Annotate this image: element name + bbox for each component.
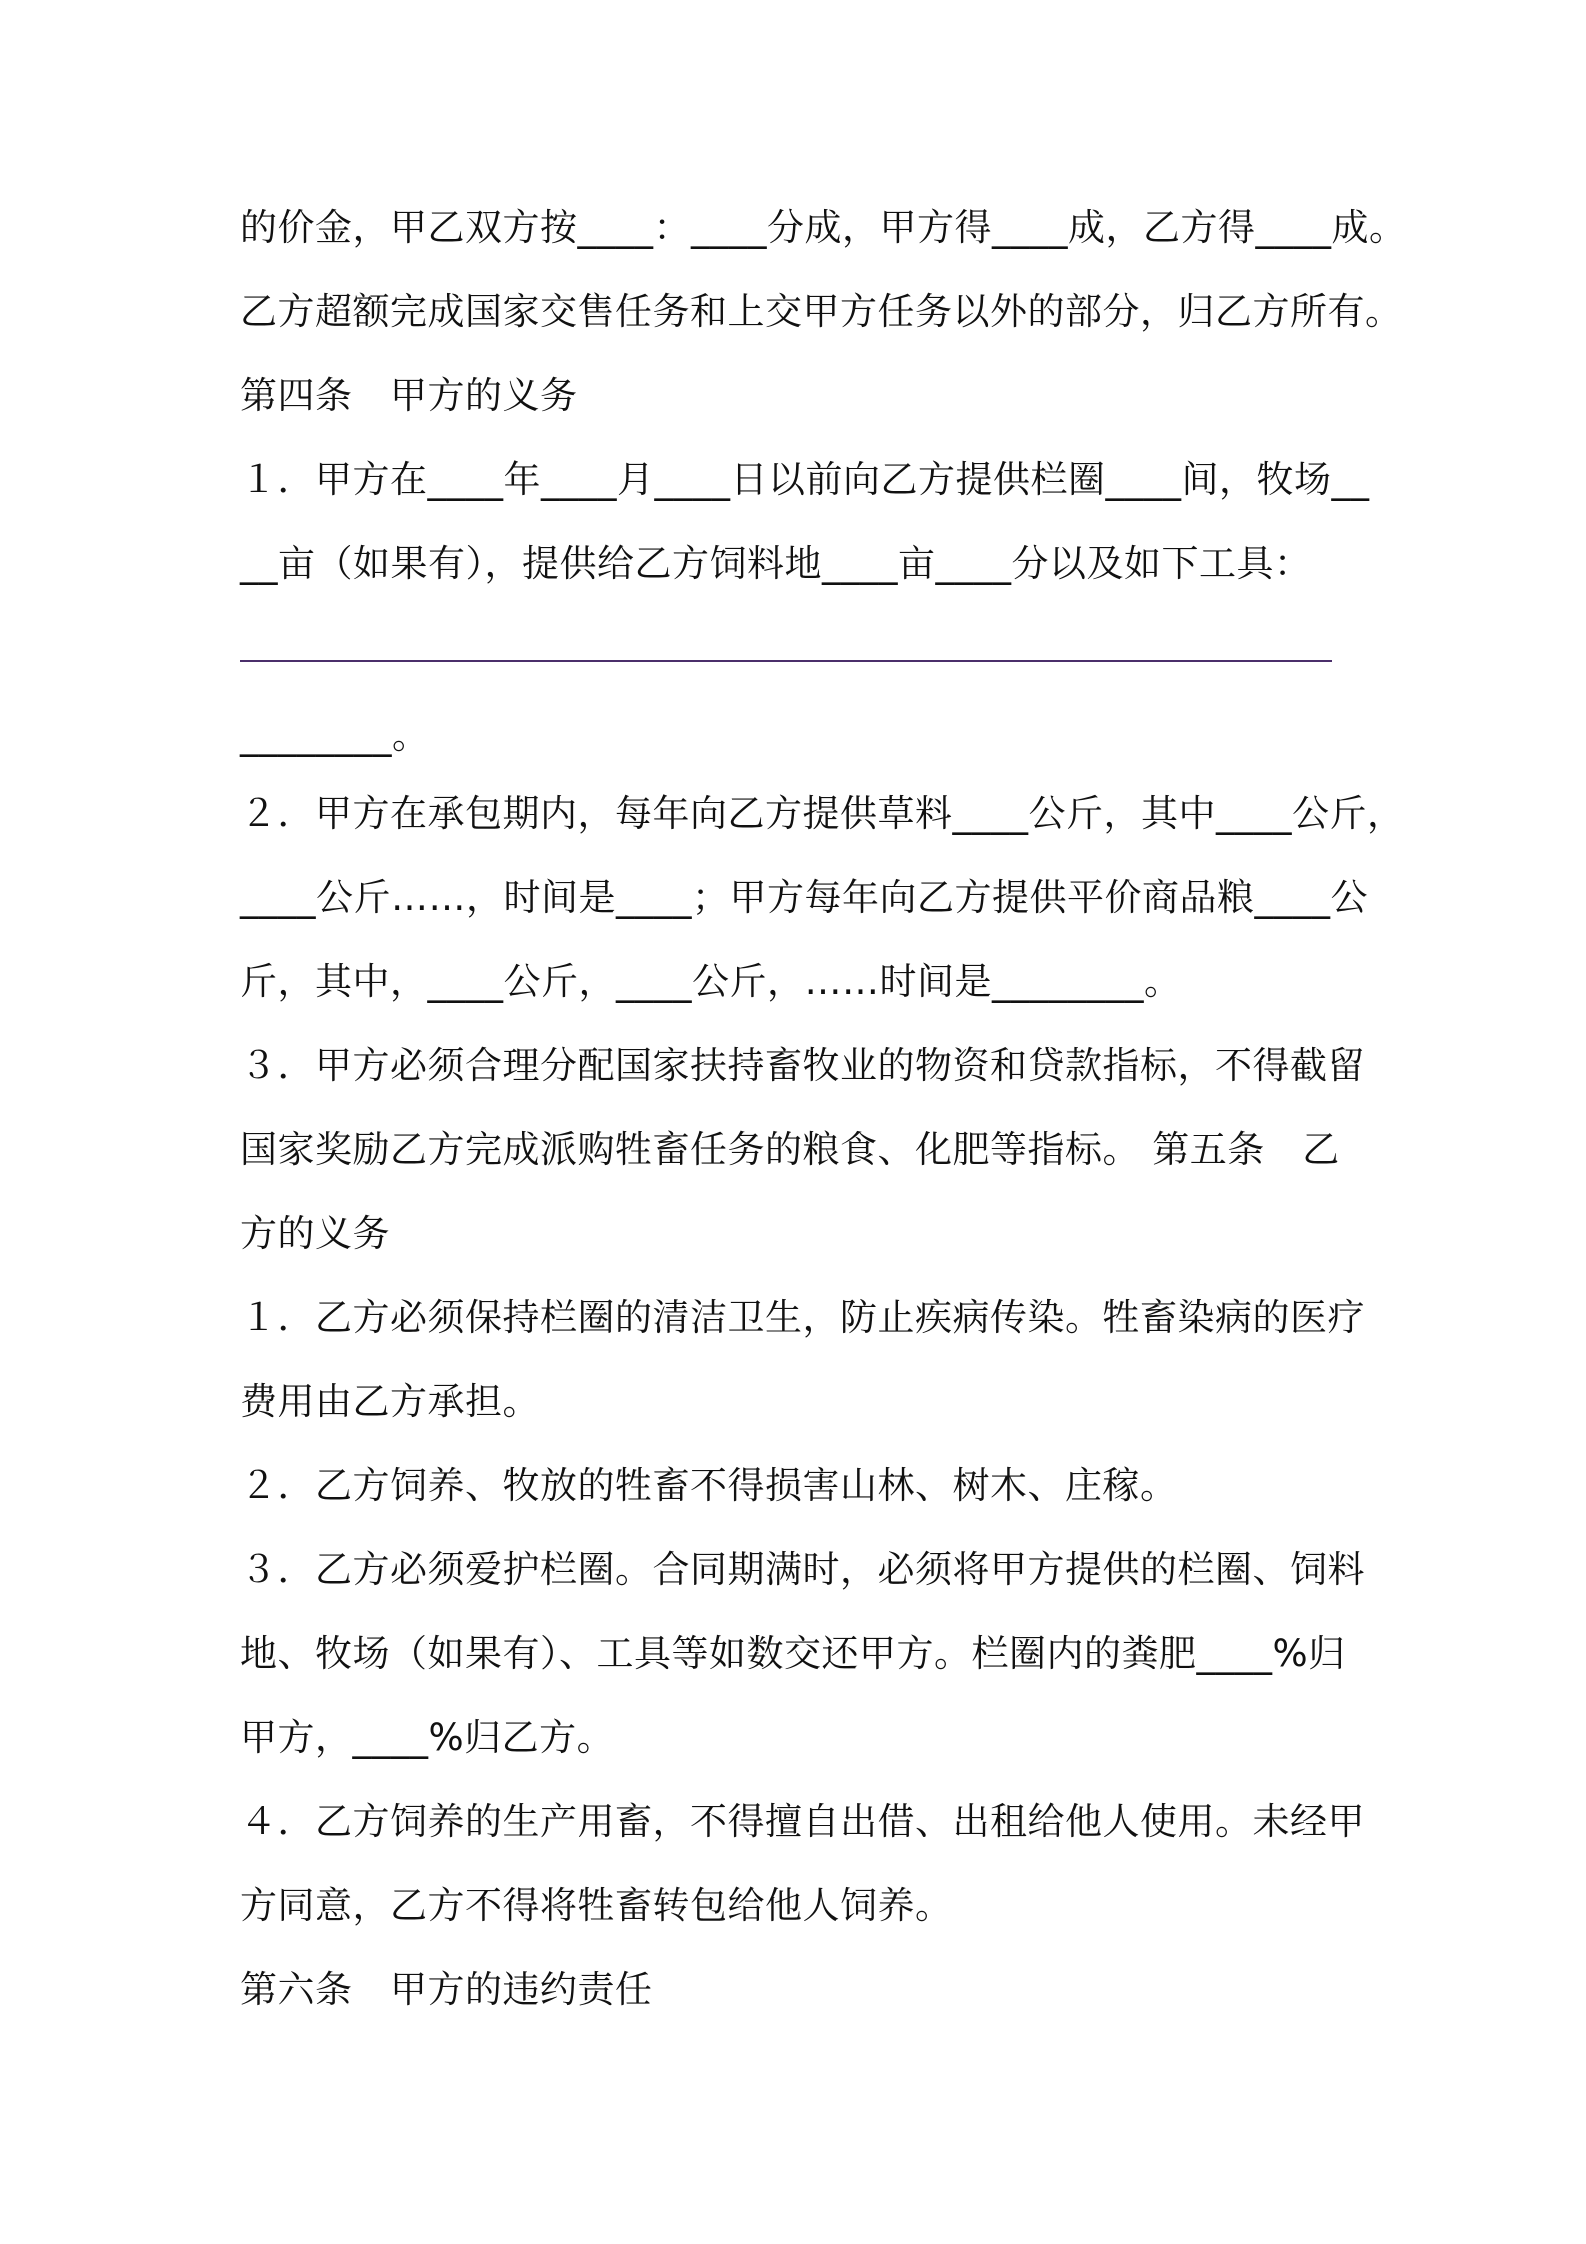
text-line: 方同意，乙方不得将牲畜转包给他人饲养。 [240, 1884, 953, 1927]
text-line: ４．乙方饲养的生产用畜，不得擅自出借、出租给他人使用。未经甲 [240, 1800, 1365, 1843]
text-line: __亩（如果有），提供给乙方饲料地____亩____分以及如下工具： [240, 542, 1312, 585]
text-line: 乙方超额完成国家交售任务和上交甲方任务以外的部分，归乙方所有。 [240, 290, 1403, 333]
section-heading: 第四条 甲方的义务 [240, 374, 578, 417]
text-line: １．甲方在____年____月____日以前向乙方提供栏圈____间，牧场__ [240, 458, 1370, 501]
section-heading: 第六条 甲方的违约责任 [240, 1968, 653, 2011]
text-line: 甲方，____%归乙方。 [240, 1716, 615, 1759]
text-line: ２．乙方饲养、牧放的牲畜不得损害山林、树木、庄稼。 [240, 1464, 1178, 1507]
text-line: 斤，其中，____公斤，____公斤，……时间是________。 [240, 960, 1182, 1003]
text-line: ３．乙方必须爱护栏圈。合同期满时，必须将甲方提供的栏圈、饲料 [240, 1548, 1365, 1591]
text-line: １．乙方必须保持栏圈的清洁卫生，防止疾病传染。牲畜染病的医疗 [240, 1296, 1365, 1339]
text-line: ____公斤……，时间是____；甲方每年向乙方提供平价商品粮____公 [240, 876, 1368, 919]
text-line: 费用由乙方承担。 [240, 1380, 540, 1423]
text-line: ２．甲方在承包期内，每年向乙方提供草料____公斤，其中____公斤， [240, 792, 1405, 835]
text-line: 国家奖励乙方完成派购牲畜任务的粮食、化肥等指标。 第五条 乙 [240, 1128, 1340, 1171]
text-line: 的价金，甲乙双方按____：____分成，甲方得____成，乙方得____成。 [240, 206, 1407, 249]
section-heading: 方的义务 [240, 1212, 390, 1255]
text-line: ３．甲方必须合理分配国家扶持畜牧业的物资和贷款指标，不得截留 [240, 1044, 1365, 1087]
blank-fill-rule [240, 660, 1332, 662]
text-line: 地、牧场（如果有）、工具等如数交还甲方。栏圈内的粪肥____%归 [240, 1632, 1346, 1675]
text-line: ________。 [240, 714, 430, 757]
